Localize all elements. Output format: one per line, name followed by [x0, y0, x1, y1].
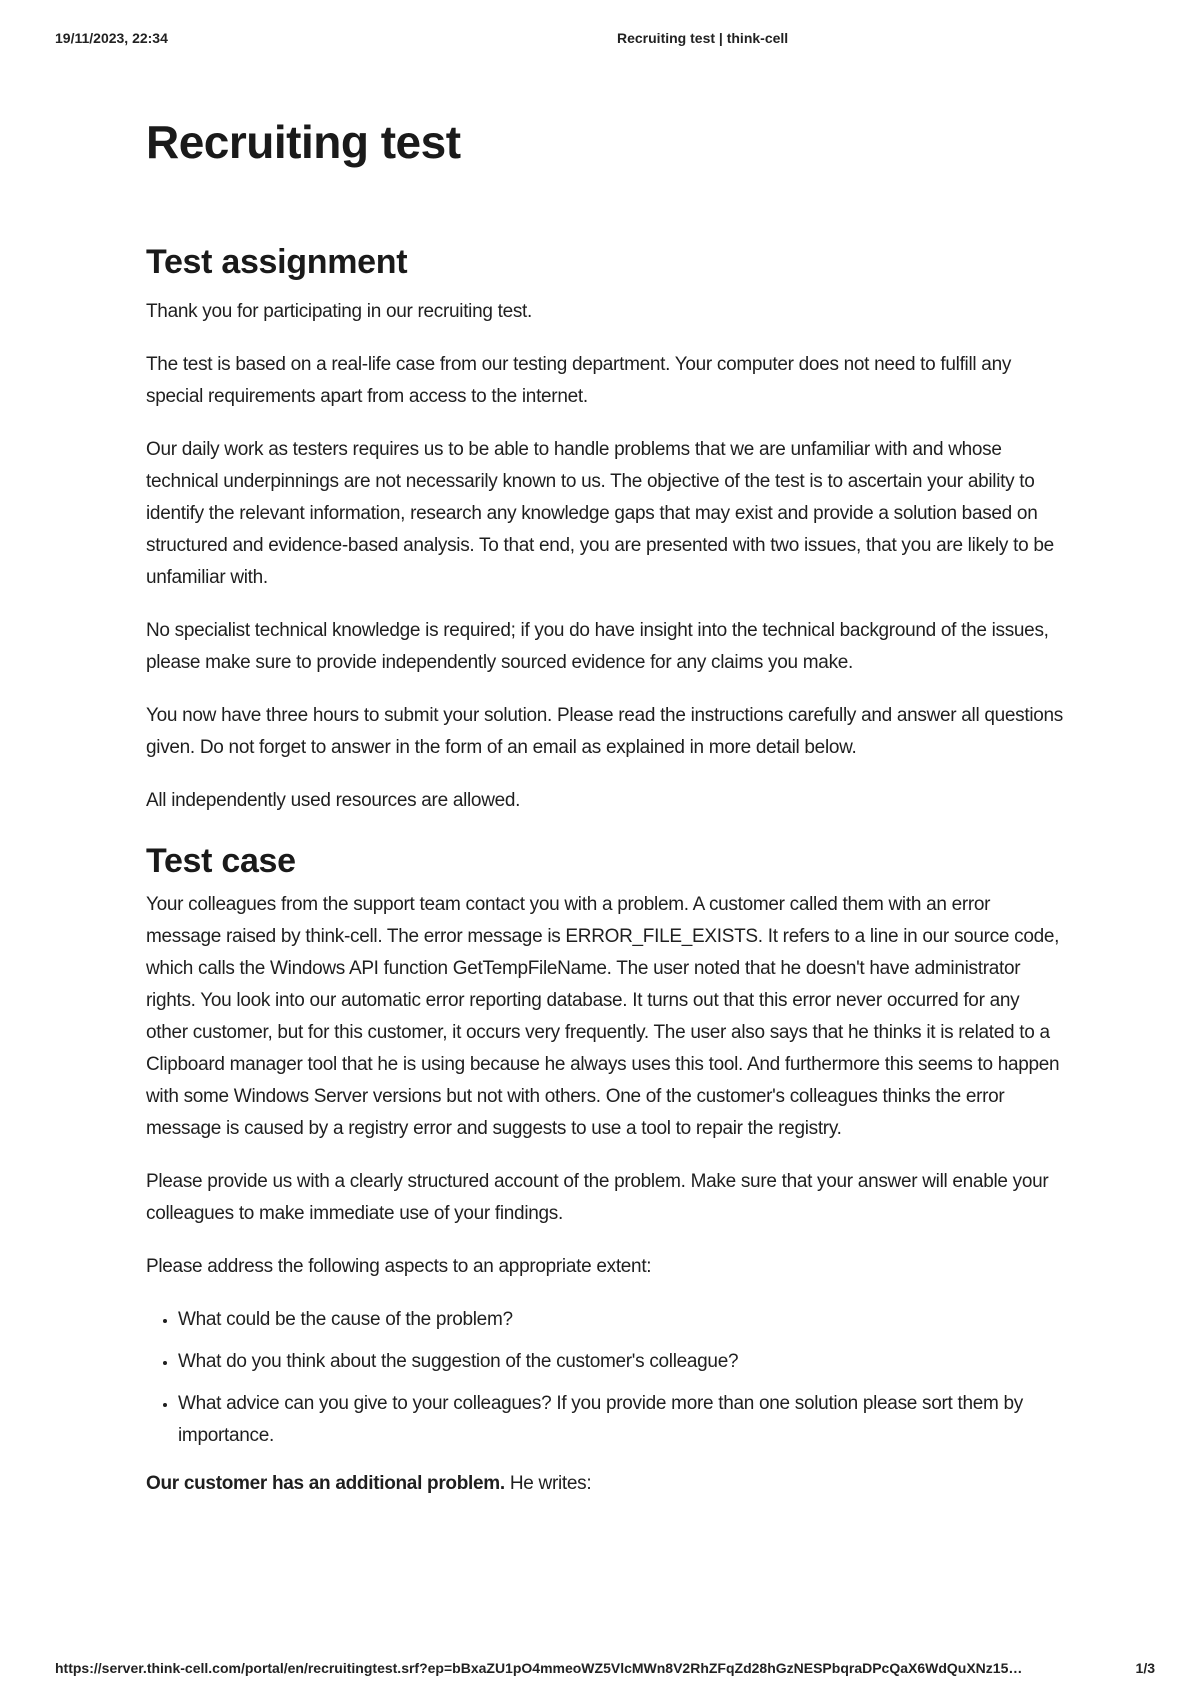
paragraph: You now have three hours to submit your solution. Please read the instructions carefully and answer all questions given. Do not forget to answer in the form of an email as explained in more detail below.: [146, 705, 1064, 758]
additional-problem-intro: [146, 1468, 1066, 1500]
list-item: • What advice can you give to your colleagues? If you provide more than one solution please sort them by importance.: [178, 1388, 1066, 1452]
print-footer: [55, 1660, 1155, 1680]
paragraph: Our daily work as testers requires us to be able to handle problems that we are unfamiliar with and whose technical underpinnings are not necessarily known to us. The objective of the test is to ascertain your ability to identify the relevant information, research any knowledge gaps that may exist and provide a solution based on structured and evidence-based analysis. To that end, you are presented with two issues, that you are likely to be unfamiliar with.: [146, 439, 1054, 588]
print-page-title: Recruiting test | think-cell: [617, 30, 789, 46]
print-url: https://server.think-cell.com/portal/en/recruitingtest.srf?ep=bBxaZU1pO4mmeoWZ5VlcMWn8V2RhZFqZd28hGzNESPbqraDPcQaX6WdQuXNz15…: [55, 1660, 1023, 1676]
paragraph: Please provide us with a clearly structured account of the problem. Make sure that your answer will enable your colleagues to make immediate use of your findings.: [146, 1171, 1049, 1224]
print-date: 19/11/2023, 22:34: [55, 30, 168, 46]
paragraph: Your colleagues from the support team contact you with a problem. A customer called them with an error message raised by think-cell. The error message is ERROR_FILE_EXISTS. It refers to a line in our source code, which calls the Windows API function GetTempFileName. The user noted that he doesn't have administrator rights. You look into our automatic error reporting database. It turns out that this error never occurred for any other customer, but for this customer, it occurs very frequently. The user also says that he thinks it is related to a Clipboard manager tool that he is using because he always uses this tool. And furthermore this seems to happen with some Windows Server versions but not with others. One of the customer's colleagues thinks the error message is caused by a registry error and suggests to use a tool to repair the registry.: [146, 894, 1060, 1139]
list-item: • What could be the cause of the problem?: [178, 1304, 1066, 1336]
print-header: [55, 30, 1145, 50]
page-number: 1/3: [1135, 1660, 1155, 1676]
document-content: [146, 112, 1066, 1521]
paragraph: The test is based on a real-life case from our testing department. Your computer does not need to fulfill any special requirements apart from access to the internet.: [146, 354, 1012, 407]
question-list: [146, 1304, 1066, 1452]
paragraph: Please address the following aspects to an appropriate extent:: [146, 1256, 652, 1277]
paragraph: All independently used resources are allowed.: [146, 790, 521, 811]
paragraph: Thank you for participating in our recruiting test.: [146, 301, 533, 322]
section-heading-test-assignment: Test assignment: [146, 243, 408, 281]
paragraph: No specialist technical knowledge is required; if you do have insight into the technical background of the issues, please make sure to provide independently sourced evidence for any claims you make.: [146, 620, 1049, 673]
page-title: Recruiting test: [146, 116, 461, 168]
section-heading-test-case: Test case: [146, 842, 296, 880]
additional-problem-bold: Our customer has an additional problem.: [146, 1473, 505, 1494]
list-item: • What do you think about the suggestion of the customer's colleague?: [178, 1346, 1066, 1378]
additional-problem-rest: He writes:: [504, 1473, 592, 1494]
